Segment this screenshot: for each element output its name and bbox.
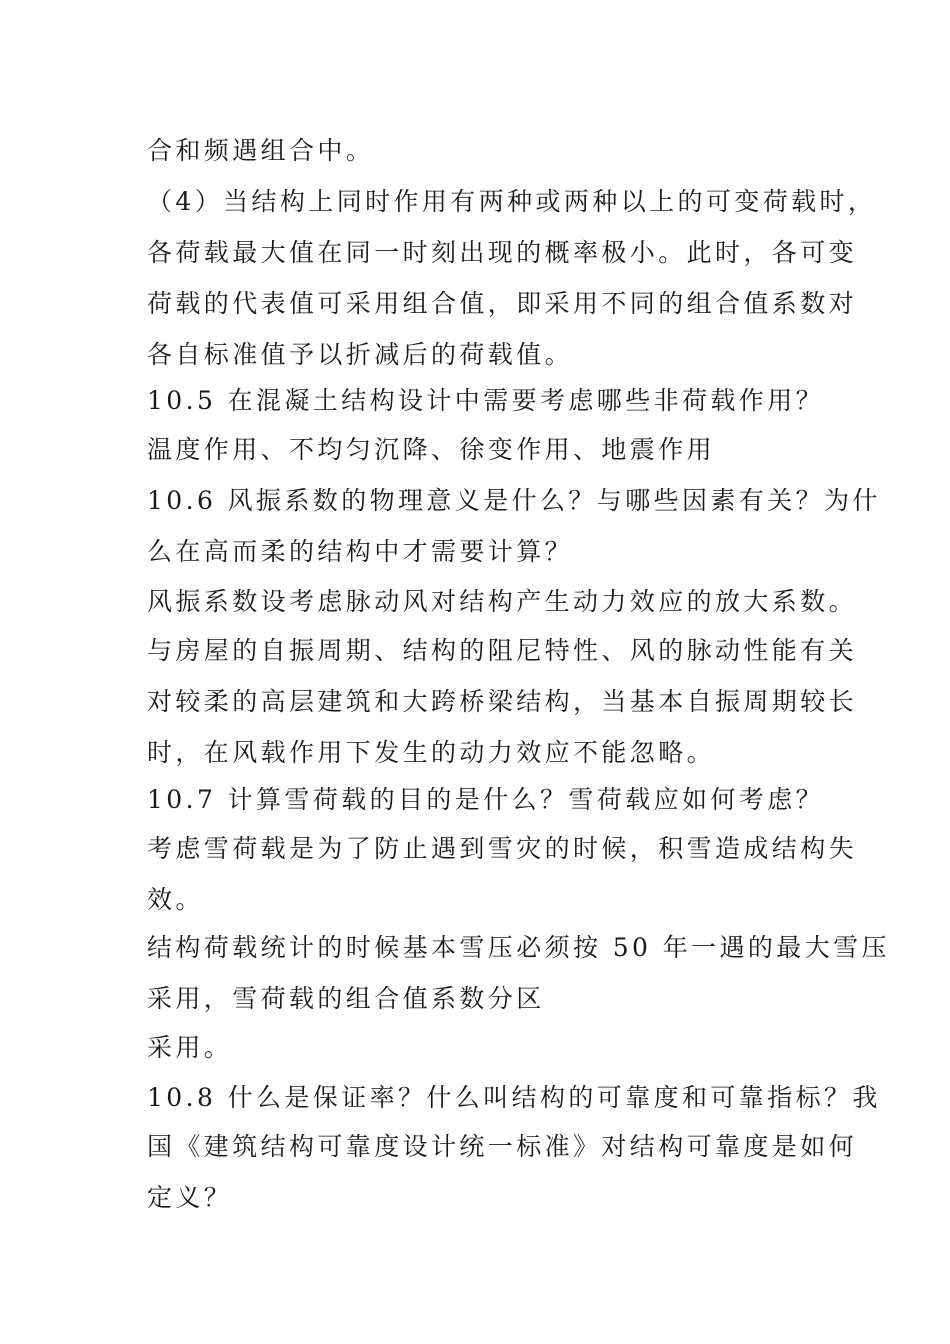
text-line: 效。 — [147, 885, 204, 914]
text-line: （4）当结构上同时作用有两种或两种以上的可变荷载时， — [147, 187, 877, 216]
text-line: 时，在风载作用下发生的动力效应不能忽略。 — [147, 738, 716, 767]
text-line: 荷载的代表值可采用组合值，即采用不同的组合值系数对 — [147, 289, 858, 318]
text-line: 么在高而柔的结构中才需要计算？ — [147, 537, 574, 566]
question-heading: 10.7 计算雪荷载的目的是什么？雪荷载应如何考虑？ — [147, 785, 825, 814]
question-heading: 10.5 在混凝土结构设计中需要考虑哪些非荷载作用？ — [147, 386, 825, 415]
text-line: 国《建筑结构可靠度设计统一标准》对结构可靠度是如何 — [147, 1132, 858, 1161]
text-line: 各荷载最大值在同一时刻出现的概率极小。此时，各可变 — [147, 238, 858, 267]
text-line: 各自标准值予以折减后的荷载值。 — [147, 340, 574, 369]
text-line: 采用。 — [147, 1033, 233, 1062]
text-line: 温度作用、不均匀沉降、徐变作用、地震作用 — [147, 435, 716, 464]
text-line: 风振系数设考虑脉动风对结构产生动力效应的放大系数。 — [147, 587, 858, 616]
question-heading: 10.6 风振系数的物理意义是什么？与哪些因素有关？为什 — [147, 486, 881, 515]
text-line: 与房屋的自振周期、结构的阻尼特性、风的脉动性能有关 — [147, 636, 858, 665]
text-line: 合和频遇组合中。 — [147, 136, 375, 165]
text-line: 结构荷载统计的时候基本雪压必须按 50 年一遇的最大雪压 — [147, 933, 890, 962]
text-line: 对较柔的高层建筑和大跨桥梁结构，当基本自振周期较长 — [147, 687, 858, 716]
question-heading: 10.8 什么是保证率？什么叫结构的可靠度和可靠指标？我 — [147, 1083, 881, 1112]
text-line: 定义？ — [147, 1183, 233, 1212]
text-line: 采用，雪荷载的组合值系数分区 — [147, 984, 545, 1013]
text-line: 考虑雪荷载是为了防止遇到雪灾的时候，积雪造成结构失 — [147, 834, 858, 863]
